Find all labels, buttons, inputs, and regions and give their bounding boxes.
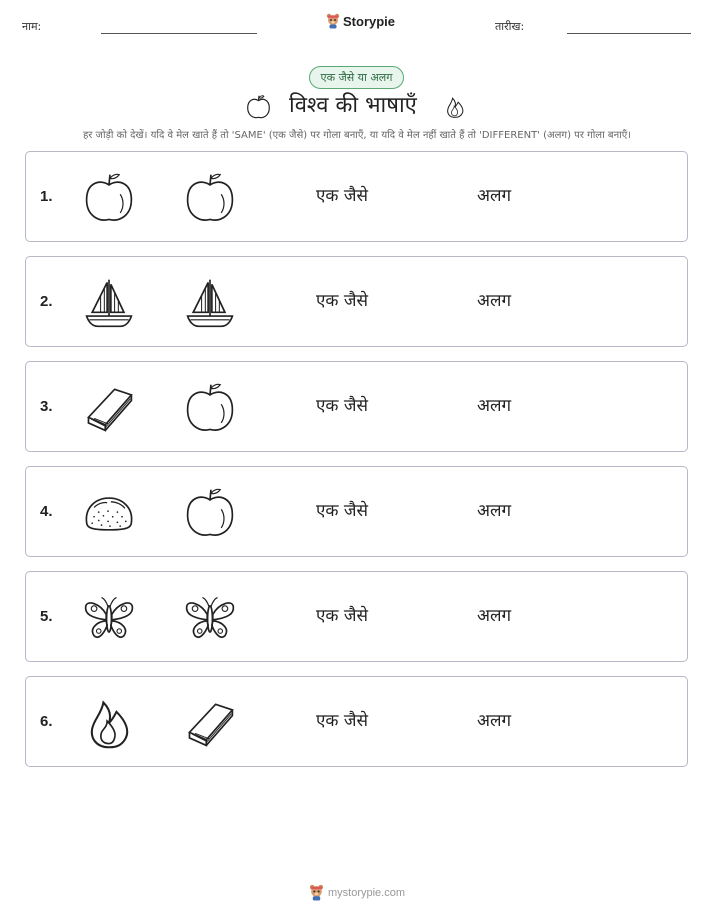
sailboat-icon (181, 275, 239, 331)
different-option[interactable]: अलग (477, 186, 512, 206)
pair-row (25, 256, 688, 347)
same-option[interactable]: एक जैसे (316, 291, 368, 311)
same-option[interactable]: एक जैसे (316, 711, 368, 731)
apple-icon (80, 170, 138, 226)
bear-mascot-icon (309, 884, 324, 901)
same-option[interactable]: एक जैसे (316, 186, 368, 206)
different-option[interactable]: अलग (477, 501, 512, 521)
name-field[interactable] (101, 33, 257, 34)
worksheet-type-badge: एक जैसे या अलग (309, 66, 404, 89)
same-option[interactable]: एक जैसे (316, 396, 368, 416)
brand-name: Storypie (343, 13, 396, 29)
pair-row (25, 361, 688, 452)
same-option[interactable]: एक जैसे (316, 606, 368, 626)
different-option[interactable]: अलग (477, 291, 512, 311)
title-row (0, 90, 714, 124)
apple-icon (181, 170, 239, 226)
butterfly-icon (181, 590, 239, 646)
row-number: 2. (40, 293, 53, 310)
brand-logo (326, 13, 395, 29)
different-option[interactable]: अलग (477, 606, 512, 626)
row-number: 3. (40, 398, 53, 415)
same-option[interactable]: एक जैसे (316, 501, 368, 521)
date-field[interactable] (567, 33, 691, 34)
footer (309, 884, 405, 901)
apple-icon (181, 380, 239, 436)
sailboat-icon (80, 275, 138, 331)
butterfly-icon (80, 590, 138, 646)
fire-icon (80, 695, 138, 751)
row-number: 6. (40, 713, 53, 730)
row-number: 1. (40, 188, 53, 205)
bread-icon (80, 485, 138, 541)
apple-icon (245, 92, 272, 122)
pair-row (25, 466, 688, 557)
row-number: 5. (40, 608, 53, 625)
bear-mascot-icon (326, 13, 340, 29)
book-icon (181, 695, 239, 751)
instructions: हर जोड़ी को देखें। यदि वे मेल खाते हैं तो 'SAME' (एक जैसे) पर गोला बनाएँ, या यदि वे मेल नहीं खाते हैं तो 'DIFFERENT' (अलग) पर गोला बनाएँ। (82, 130, 632, 141)
pair-row (25, 676, 688, 767)
book-icon (80, 380, 138, 436)
name-label: नाम: (22, 20, 42, 33)
footer-url: mystorypie.com (328, 886, 406, 899)
pair-row (25, 151, 688, 242)
date-label: तारीख: (495, 20, 525, 33)
page-title: विश्व की भाषाएँ (289, 93, 417, 118)
different-option[interactable]: अलग (477, 396, 512, 416)
fire-icon (443, 92, 467, 122)
different-option[interactable]: अलग (477, 711, 512, 731)
pair-row (25, 571, 688, 662)
apple-icon (181, 485, 239, 541)
row-number: 4. (40, 503, 53, 520)
